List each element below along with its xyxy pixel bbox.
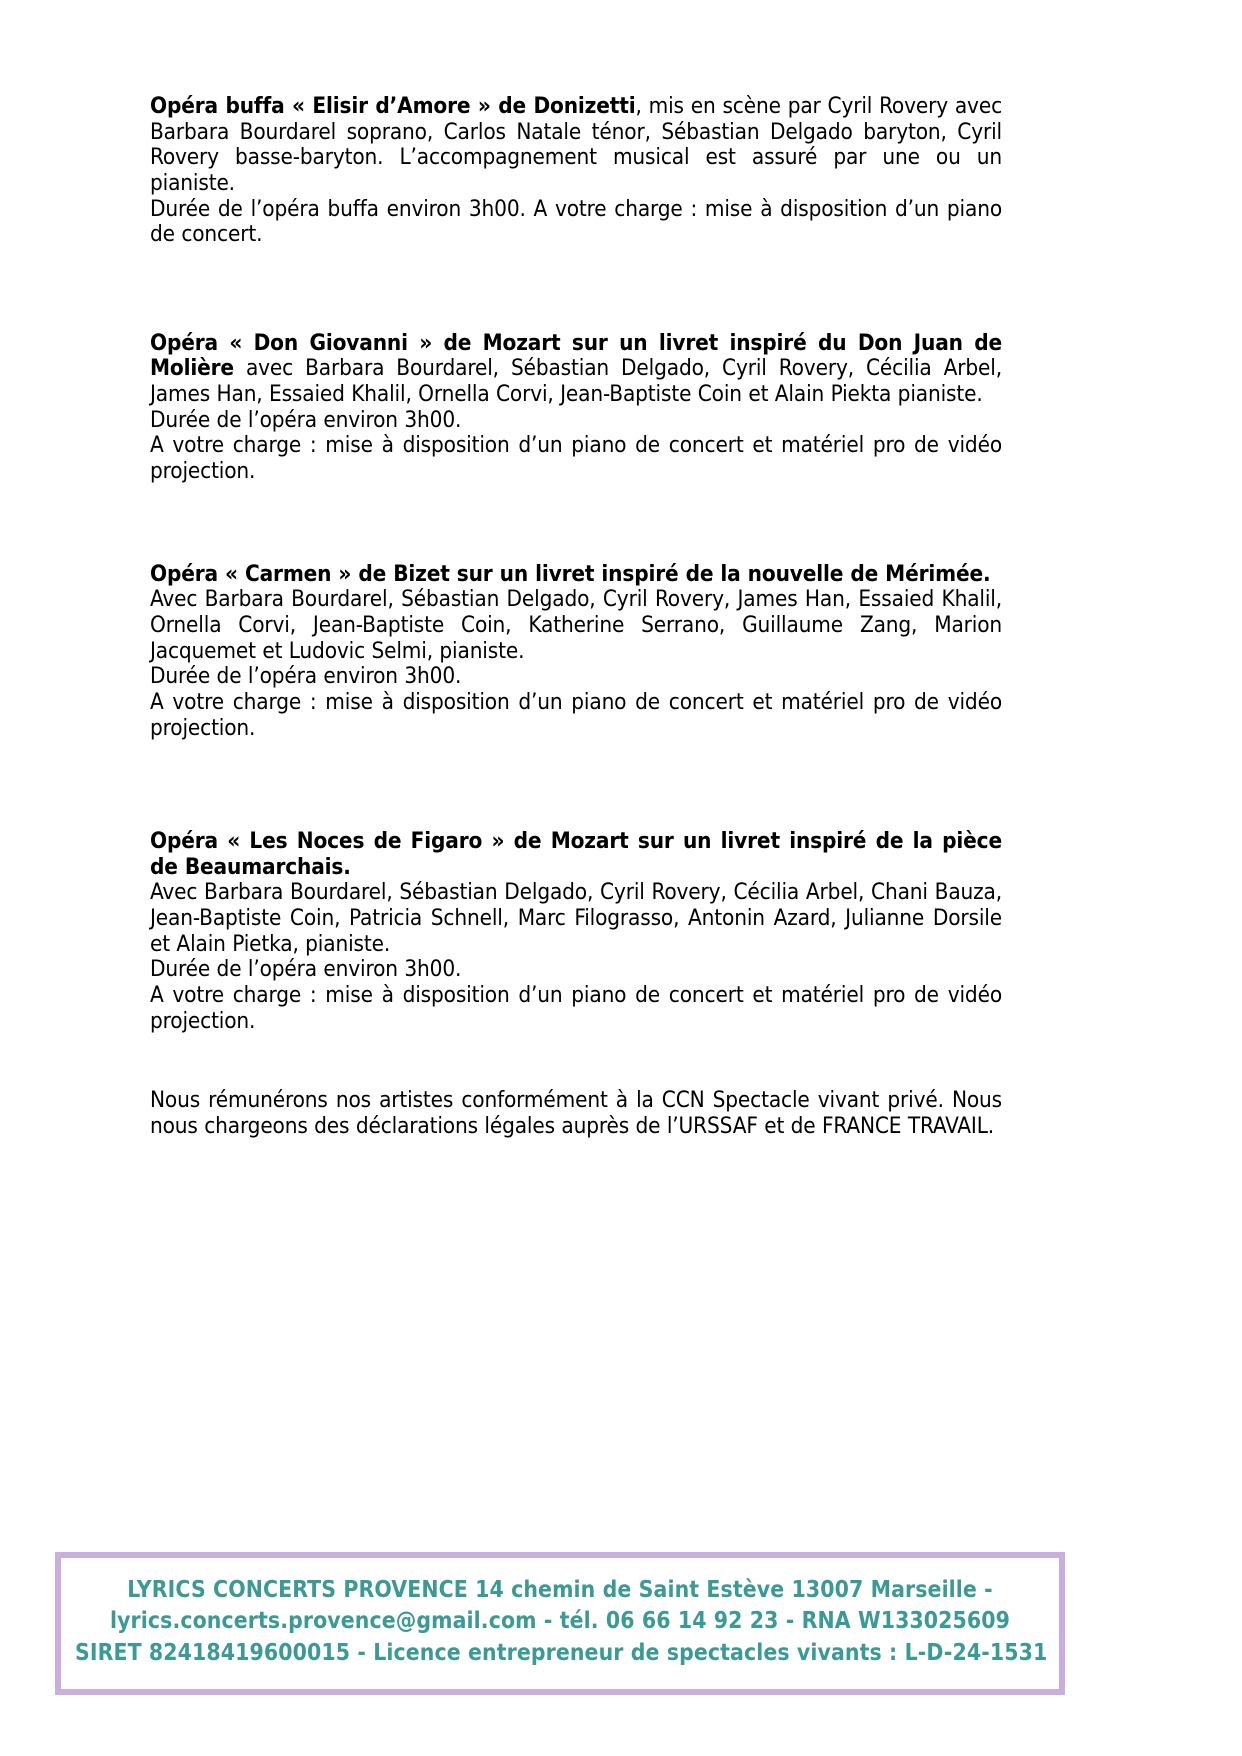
section-detail-line: Avec Barbara Bourdarel, Sébastian Delgado, Cyril Rovery, James Han, Essaied Khalil, Ornella Corvi, Jean-Baptiste Coin, Katherine Serrano, Guillaume Zang, Marion Jacquemet et Ludovic Selmi, pianiste. <box>150 586 1002 664</box>
section-spacer <box>150 485 1002 562</box>
section-detail-line: Avec Barbara Bourdarel, Sébastian Delgado, Cyril Rovery, Cécilia Arbel, Chani Bauza, Jean-Baptiste Coin, Patricia Schnell, Marc Filograsso, Antonin Azard, Julianne Dorsile et Alain Pietka, pianiste. <box>150 879 1002 957</box>
section-detail-line: A votre charge : mise à disposition d’un piano de concert et matériel pro de vidéo projection. <box>150 688 1002 741</box>
section-les-noces-de-figaro <box>150 829 1002 1034</box>
footer-line-siret-licence: SIRET 82418419600015 - Licence entrepreneur de spectacles vivants : L-D-24-1531 <box>75 1639 1048 1666</box>
opera-description-elisir-damore: , mis en scène par Cyril Rovery avec Barbara Bourdarel soprano, Carlos Natale ténor, Sébastian Delgado baryton, Cyril Rovery basse-baryton. L’accompagnement musical est assuré par une ou un pianiste. <box>150 93 1002 196</box>
section-spacer <box>150 248 1002 331</box>
footer-contact-box <box>55 1552 1065 1695</box>
closing-paragraph: Nous rémunérons nos artistes conformément à la CCN Spectacle vivant privé. Nous nous chargeons des déclarations légales auprès de l’URSSAF et de FRANCE TRAVAIL. <box>150 1087 1002 1139</box>
section-detail-line: Durée de l’opéra environ 3h00. <box>150 663 462 690</box>
footer-line-address: LYRICS CONCERTS PROVENCE 14 chemin de Saint Estève 13007 Marseille - <box>127 1577 993 1603</box>
opera-description-don-giovanni: avec Barbara Bourdarel, Sébastian Delgado, Cyril Rovery, Cécilia Arbel, James Han, Essaied Khalil, Ornella Corvi, Jean-Baptiste Coin et Alain Piekta pianiste. <box>150 355 1002 408</box>
section-detail-line: Durée de l’opéra buffa environ 3h00. A votre charge : mise à disposition d’un piano de concert. <box>150 195 1002 248</box>
section-spacer <box>150 741 1002 829</box>
section-detail-line: A votre charge : mise à disposition d’un piano de concert et matériel pro de vidéo projection. <box>150 432 1002 485</box>
footer-line-email-phone: lyrics.concerts.provence@gmail.com - tél. 06 66 14 92 23 - RNA W133025609 <box>109 1608 1011 1635</box>
section-carmen <box>150 562 1002 741</box>
section-detail-line: Durée de l’opéra environ 3h00. <box>150 956 462 983</box>
section-detail-line: A votre charge : mise à disposition d’un piano de concert et matériel pro de vidéo projection. <box>150 982 1002 1034</box>
section-spacer <box>150 1034 1002 1088</box>
opera-title-les-noces-de-figaro: Opéra « Les Noces de Figaro » de Mozart sur un livret inspiré de la pièce de Beaumarchais. <box>150 828 1002 880</box>
section-elisir-damore <box>150 94 1002 248</box>
opera-title-elisir-damore: Opéra buffa « Elisir d’Amore » de Donizetti <box>150 93 636 119</box>
section-heading-paragraph <box>150 331 1002 408</box>
opera-title-carmen: Opéra « Carmen » de Bizet sur un livret inspiré de la nouvelle de Mérimée. <box>150 560 991 587</box>
section-heading-paragraph <box>150 94 1002 197</box>
section-don-giovanni <box>150 331 1002 485</box>
document-body <box>150 94 1002 1140</box>
opera-title-don-giovanni: Opéra « Don Giovanni » de Mozart sur un livret inspiré du Don Juan de Molière <box>150 329 1002 382</box>
section-heading-paragraph <box>150 562 1002 588</box>
section-heading-paragraph <box>150 829 1002 880</box>
section-detail-line: Durée de l’opéra environ 3h00. <box>150 406 462 433</box>
